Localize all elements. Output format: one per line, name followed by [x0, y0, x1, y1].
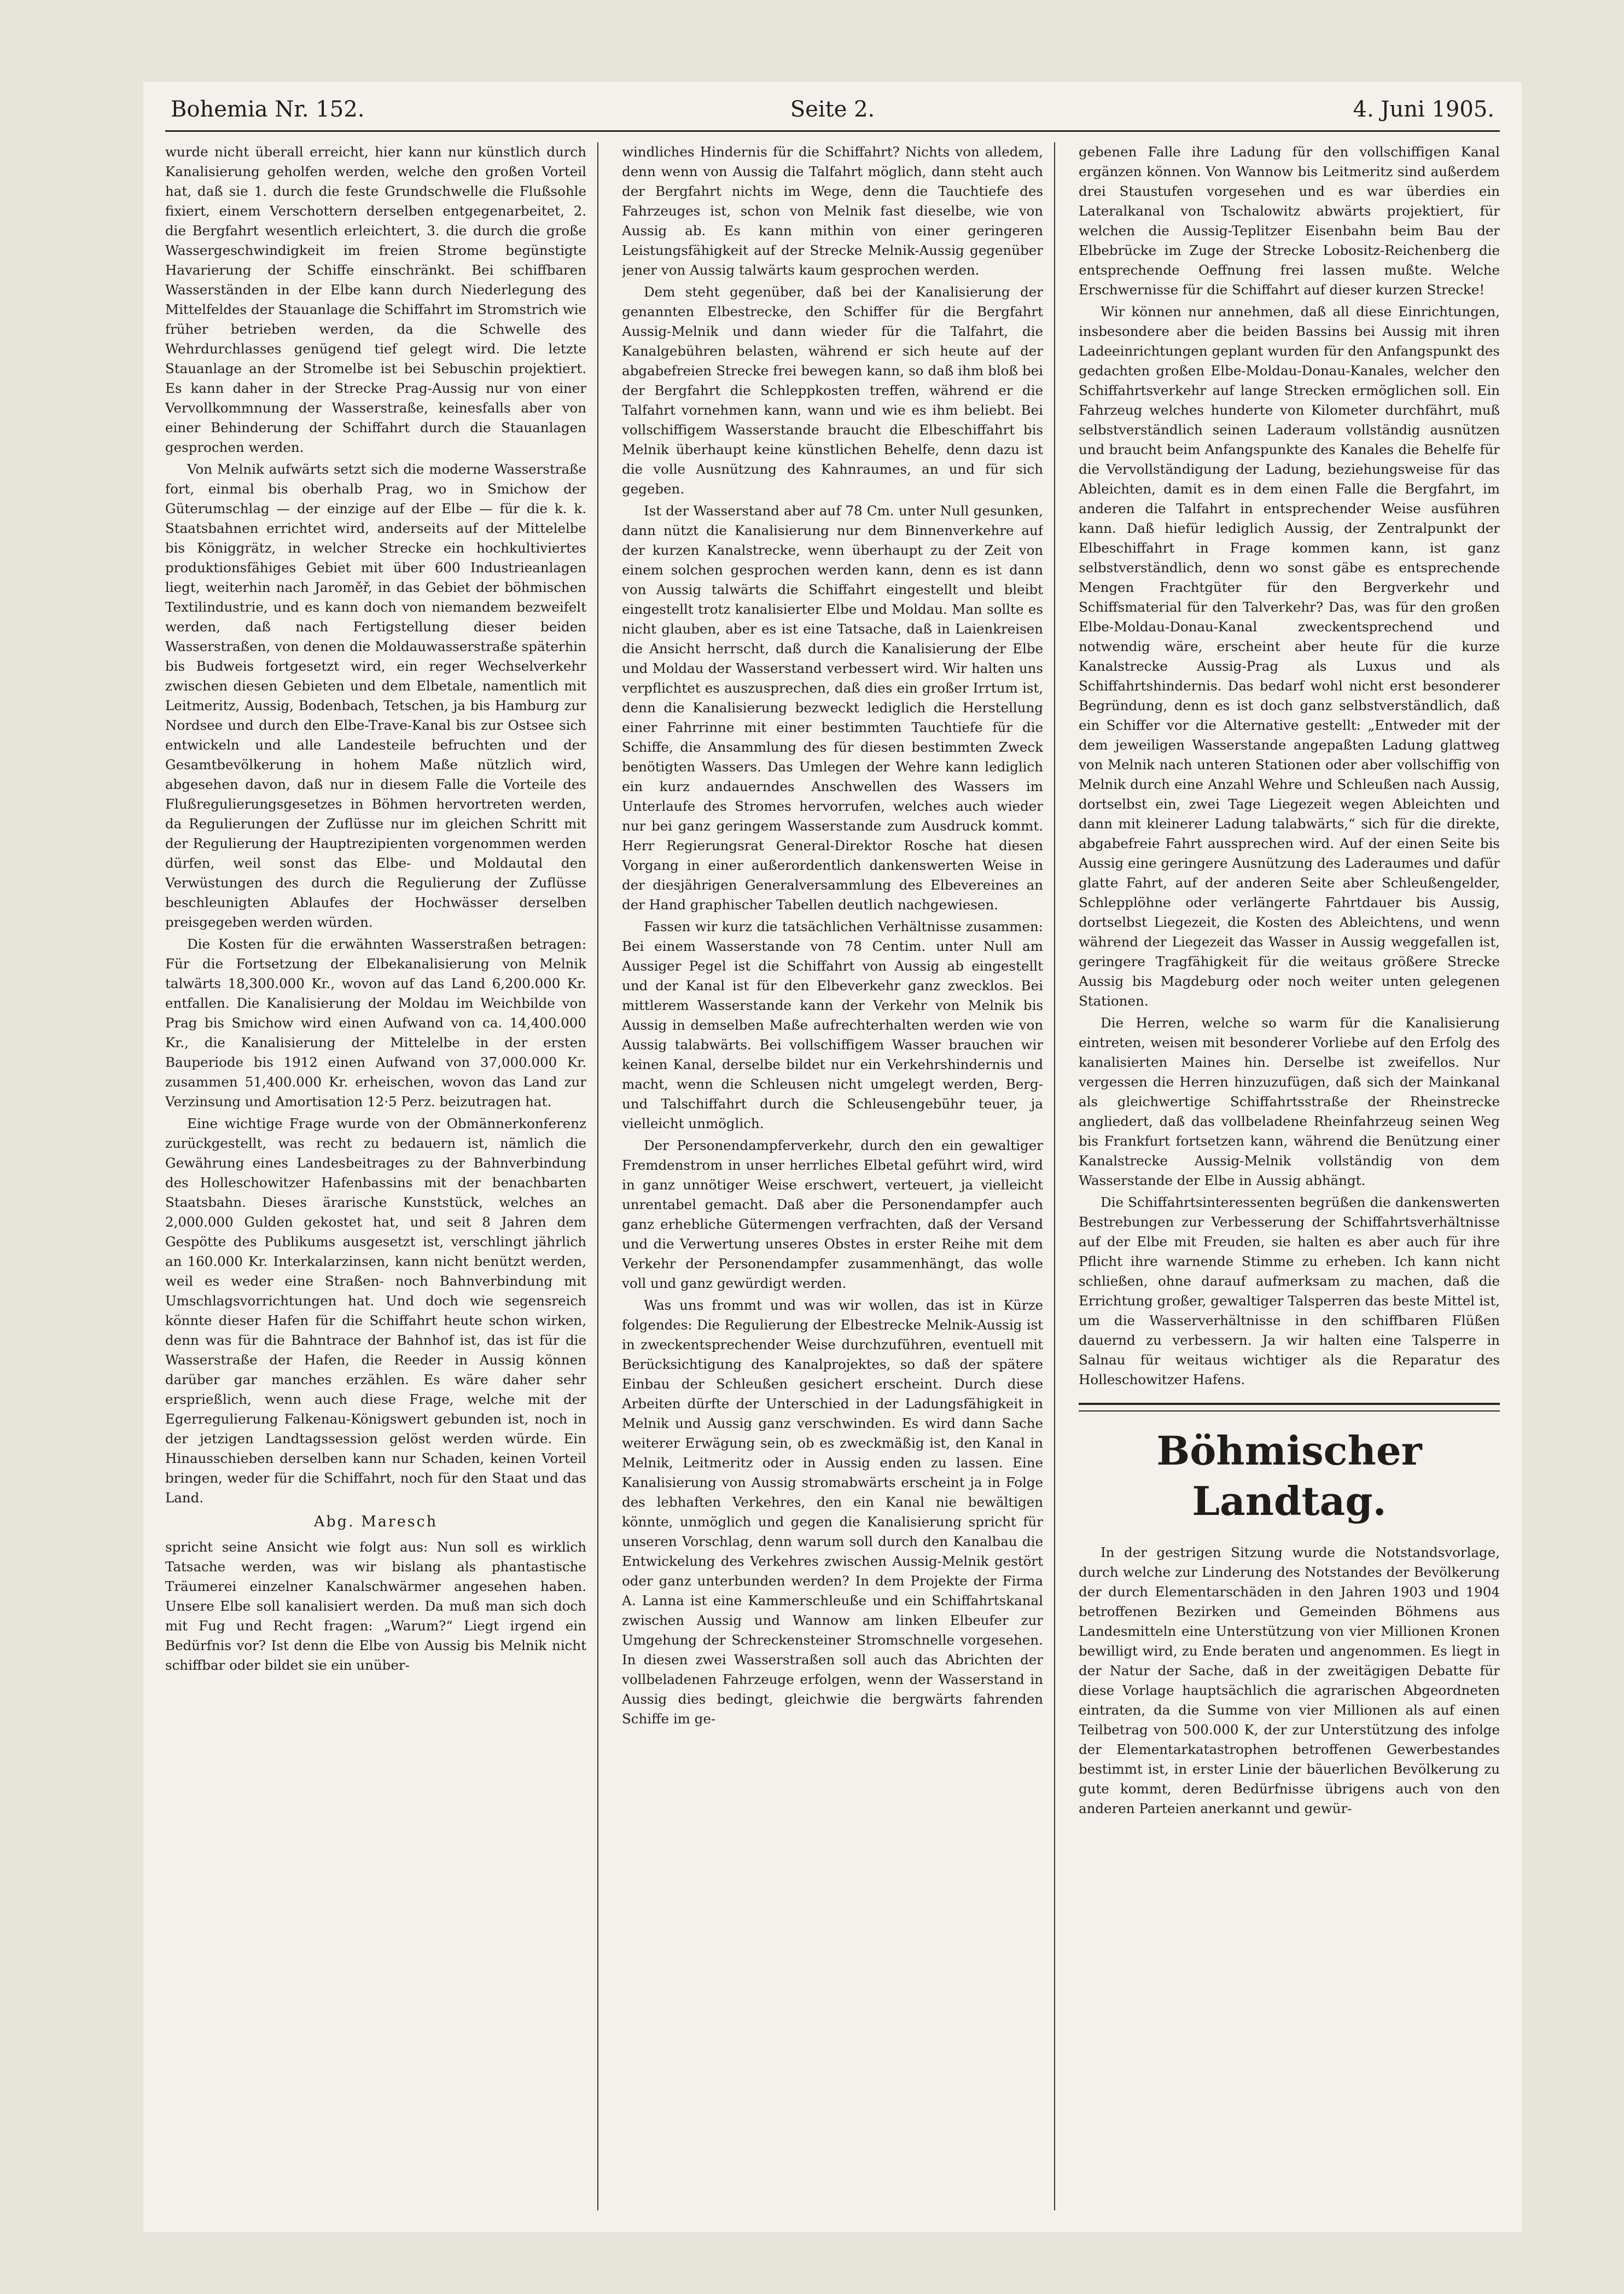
paragraph: Die Schiffahrtsinteressenten begrüßen die dankenswerten Bestrebungen zur Verbesserung der Schiffahrtsverhältnisse auf der Elbe mit Freuden, sie halten es aber auch für ihre Pflicht ihre warnende Stimme zu erheben. Ich kann nicht schließen, ohne darauf aufmerksam zu machen, daß die Errichtung großer, gewaltiger Talsperren das beste Mittel ist, um die Wasserverhältnisse in den schiffbaren Flüßen dauernd zu verbessern. Ja wir halten eine Talsperre in Salnau für weitaus wichtiger als die Reparatur des Holleschowitzer Hafens. [1079, 1194, 1500, 1387]
paragraph: wurde nicht überall erreicht, hier kann nur künstlich durch Kanalisierung geholfen werden, welche den großen Vorteil hat, daß sie 1. durch die feste Grundschwelle die Flußsohle fixiert, einem Verschottern derselben entgegenarbeitet, 2. die Bergfahrt wesentlich erleichtert, 3. die durch die große Wassergeschwindigkeit im freien Strome begünstigte Havarierung der Schiffe einschränkt. Bei schiffbaren Wasserständen in der Elbe kann durch Niederlegung des Mittelfeldes der Stauanlage die Schiffahrt im Stromstrich wie früher betrieben werden, da die Schwelle des Wehrdurchlasses genügend tief gelegt wird. Die letzte Stauanlage an der Stromelbe ist bei Sebuschin projektiert. Es kann daher in der Strecke Prag-Aussig nur von einer Vervollkommnung der Wasserstraße, keinesfalls aber von einer Behinderung der Schiffahrt durch die Stauanlagen gesprochen werden. [165, 144, 586, 455]
section-rule-thin [1079, 1410, 1500, 1412]
speaker-heading: Abg. Maresch [313, 1513, 438, 1530]
issue-number: Bohemia Nr. 152. [171, 97, 365, 122]
paragraph: gebenen Falle ihre Ladung für den vollschiffigen Kanal ergänzen können. Von Wannow bis Leitmeritz sind außerdem drei Staustufen vorgesehen und es war überdies ein Lateralkanal von Tschalowitz abwärts projektiert, für welchen die Aussig-Teplitzer Eisenbahn beim Bau der Elbebrücke im Zuge der Strecke Lobositz-Reichenberg die entsprechende Oeffnung frei lassen mußte. Welche Erschwernisse für die Schiffahrt auf dieser kurzen Strecke! [1079, 144, 1500, 298]
paragraph: Ist der Wasserstand aber auf 78 Cm. unter Null gesunken, dann nützt die Kanalisierung nur dem Binnenverkehre auf der kurzen Kanalstrecke, wenn überhaupt zu der Zeit von einem solchen gesprochen werden kann, denn es ist dann von Aussig talwärts die Schiffahrt eingestellt und bleibt eingestellt trotz kanalisierter Elbe und Moldau. Man sollte es nicht glauben, aber es ist eine Tatsache, daß in Laienkreisen die Ansicht herrscht, daß durch die Kanalisierung der Elbe und Moldau der Wasserstand verbessert wird. Wir halten uns verpflichtet es auszusprechen, daß dies ein großer Irrtum ist, denn die Kanalisierung bezweckt lediglich die Herstellung einer Fahrrinne mit einer bestimmten Tauchtiefe für die Schiffe, die Ansammlung des für diesen bestimmten Zweck benötigten Wassers. Das Umlegen der Wehre kann lediglich ein kurz andauerndes Anschwellen des Wassers im Unterlaufe des Stromes hervorrufen, welches auch wieder nur bei ganz geringem Wasserstande zum Ausdruck kommt. Herr Regierungsrat General-Direktor Rosche hat diesen Vorgang in einer außerordentlich dankenswerten Weise in der diesjährigen Generalversammlung des Elbevereines an der Hand graphischer Tabellen deutlich nachgewiesen. [622, 503, 1043, 913]
section-rule [1079, 1403, 1500, 1405]
paragraph: Dem steht gegenüber, daß bei der Kanalisierung der genannten Elbestrecke, den Schiffer für die Bergfahrt Aussig-Melnik und dann wieder für die Talfahrt, die Kanalgebühren belasten, während er sich heute auf der abgabefreien Strecke frei bewegen kann, so daß ihm bloß bei der Bergfahrt die Schleppkosten treffen, während er die Talfahrt vornehmen kann, wann und wie es ihm beliebt. Bei vollschiffigem Wasserstande braucht die Elbeschiffahrt bis Melnik überhaupt keine künstlichen Behelfe, denn dazu ist die volle Ausnützung des Kahnraumes, an und für sich gegeben. [622, 284, 1043, 497]
page-header [171, 93, 1494, 126]
page-number: Seite 2. [790, 97, 875, 122]
paragraph: Eine wichtige Frage wurde von der Obmännerkonferenz zurückgestellt, was recht zu bedauern ist, nämlich die Gewährung eines Landesbeitrages zu der Bahnverbindung des Holleschowitzer Hafenbassins mit der benachbarten Staatsbahn. Dieses ärarische Kunststück, welches an 2,000.000 Gulden gekostet hat, und seit 8 Jahren dem Gespötte des Publikums ausgesetzt ist, verschlingt jährlich an 160.000 Kr. Interkalarzinsen, kann nicht benützt werden, weil es weder eine Straßen- noch Bahnverbindung mit Umschlagsvorrichtungen hat. Und doch wie segensreich könnte dieser Hafen für die Schiffahrt heute schon wirken, denn was für die Bahntrace der Bahnhof ist, das ist für die Wasserstraße der Hafen, die Reeder in Aussig können darüber gar manches erzählen. Es wäre daher sehr ersprießlich, wenn auch diese Frage, welche mit der Egerregulierung Falkenau-Königswert gebunden ist, noch in der jetzigen Landtagssession gelöst werden würde. Ein Hinausschieben derselben kann nur Schaden, keinen Vorteil bringen, weder für die Schiffahrt, noch für den Staat und das Land. [165, 1116, 586, 1506]
paragraph: spricht seine Ansicht wie folgt aus: Nun soll es wirklich Tatsache werden, was wir bislang als phantastische Träumerei einzelner Kanalschwärmer angesehen haben. Unsere Elbe soll kanalisiert werden. Da muß man sich doch mit Fug und Recht fragen: „Warum?“ Liegt irgend ein Bedürfnis vor? Ist denn die Elbe von Aussig bis Melnik nicht schiffbar oder bildet sie ein unüber- [165, 1539, 586, 1673]
column-divider-2 [1054, 142, 1055, 2210]
issue-date: 4. Juni 1905. [1353, 97, 1494, 122]
column-2 [622, 142, 1043, 2210]
column-1 [165, 142, 586, 2210]
header-rule [165, 130, 1500, 132]
paragraph: Was uns frommt und was wir wollen, das ist in Kürze folgendes: Die Regulierung der Elbestrecke Melnik-Aussig ist in zweckentsprechender Weise durchzuführen, eventuell mit Berücksichtigung des Kanalprojektes, so daß der spätere Einbau der Schleußen gesichert erscheint. Durch diese Arbeiten dürfte der Unterschied in der Ladungsfähigkeit in Melnik und Aussig ganz verschwinden. Es wird dann Sache weiterer Erwägung sein, ob es zweckmäßig ist, den Kanal in Melnik, Leitmeritz oder in Aussig enden zu lassen. Eine Kanalisierung von Aussig stromabwärts erscheint ja in Folge des lebhaften Verkehres, den ein Kanal nie bewältigen könnte, unmöglich und gegen die Kanalisierung spricht für unseren Vorschlag, denn warum soll durch den Kanalbau die Entwickelung des Verkehres zwischen Aussig-Melnik gestört oder ganz unterbunden werden? In dem Projekte der Firma A. Lanna ist eine Kammerschleuße und ein Schiffahrtskanal zwischen Aussig und Wannow am linken Elbeufer zur Umgehung der Schreckensteiner Stromschnelle vorgesehen. In diesen zwei Wasserstraßen soll auch das Abrichten der vollbeladenen Fahrzeuge erfolgen, wenn der Wasserstand in Aussig dies bedingt, gleichwie die bergwärts fahrenden Schiffe im ge- [622, 1297, 1043, 1727]
paragraph: Wir können nur annehmen, daß all diese Einrichtungen, insbesondere aber die beiden Bassins bei Aussig mit ihren Ladeeinrichtungen geplant wurden für den Anfangspunkt des gedachten großen Elbe-Moldau-Donau-Kanales, welcher den Schiffahrtsverkehr auf lange Strecken ermöglichen soll. Ein Fahrzeug welches hunderte von Kilometer durchfährt, muß selbstverständlich seinen Laderaum vollständig ausnützen und braucht beim Anfangspunkte des Kanales die Behelfe für die Vervollständigung der Ladung, beziehungsweise für das Ableichten, damit es in dem einen Falle die Bergfahrt, im anderen die Talfahrt in entsprechender Weise ausführen kann. Daß hiefür lediglich Aussig, der Zentralpunkt der Elbeschiffahrt in Frage kommen kann, ist ganz selbstverständlich, denn wo sonst gäbe es entsprechende Mengen Frachtgüter für den Bergverkehr und Schiffsmaterial für den Talverkehr? Das, was für den großen Elbe-Moldau-Donau-Kanal zweckentsprechend und notwendig wäre, erscheint aber heute für die kurze Kanalstrecke Aussig-Prag als Luxus und als Schiffahrtshindernis. Das bedarf wohl nicht erst besonderer Begründung, denn es ist doch ganz selbstverständlich, daß ein Schiffer vor die Alternative gestellt: „Entweder mit der dem jeweiligen Wasserstande angepaßten Ladung glattweg von Melnik nach unteren Stationen oder aber vollschiffig von Melnik durch eine Anzahl Wehre und Schleußen nach Aussig, dortselbst ein, zwei Tage Liegezeit wegen Ableichten und dann mit kleinerer Ladung talabwärts,“ sich für die direkte, abgabefreie Fahrt aussprechen wird. Auf der einen Seite bis Aussig eine geringere Ausnützung des Laderaumes und dafür glatte Fahrt, auf der anderen Seite aber Schleußengelder, Schlepplöhne oder verlängerte Fahrtdauer bis Aussig, dortselbst Liegezeit, die Kosten des Ableichtens, und wenn während der Liegezeit das Wasser in Aussig weggefallen ist, geringere Tragfähigkeit für die weitaus größere Strecke Aussig bis Magdeburg oder noch weiter unten gelegenen Stationen. [1079, 304, 1500, 1009]
newspaper-page [143, 82, 1522, 2232]
section-title: Böhmischer Landtag. [1156, 1427, 1422, 1524]
paragraph: Fassen wir kurz die tatsächlichen Verhältnisse zusammen: Bei einem Wasserstande von 78 Centim. unter Null am Aussiger Pegel ist die Schiffahrt von Aussig ab eingestellt und der Kanal ist für den Elbeverkehr ganz zwecklos. Bei mittlerem Wasserstande kann der Verkehr von Melnik bis Aussig in demselben Maße aufrechterhalten werden wie von Aussig talabwärts. Bei vollschiffigem Wasser brauchen wir keinen Kanal, derselbe bildet nur ein Verkehrshindernis und macht, wenn die Schleusen nicht umgelegt werden, Berg- und Talschiffahrt durch die Schleusengebühr teuer, ja vielleicht unmöglich. [622, 919, 1043, 1131]
paragraph: Die Kosten für die erwähnten Wasserstraßen betragen: Für die Fortsetzung der Elbekanalisierung von Melnik talwärts 18,300.000 Kr., wovon auf das Land 6,200.000 Kr. entfallen. Die Kanalisierung der Moldau im Weichbilde von Prag bis Smichow wird einen Aufwand von ca. 14,400.000 Kr., die Kanalisierung der Mittelelbe in der ersten Bauperiode bis 1912 einen Aufwand von 37,000.000 Kr. zusammen 51,400.000 Kr. erheischen, wovon das Land zur Verzinsung und Amortisation 12·5 Perz. beizutragen hat. [165, 936, 586, 1110]
paragraph: Die Herren, welche so warm für die Kanalisierung eintreten, weisen mit besonderer Vorliebe auf den Erfolg des kanalisierten Maines hin. Derselbe ist zweifellos. Nur vergessen die Herren hinzuzufügen, daß sich der Mainkanal als gleichwertige Schiffahrtsstraße der Rheinstrecke angliedert, daß das vollbeladene Rheinfahrzeug seinen Weg bis Frankfurt fortsetzen kann, während die Benützung einer Kanalstrecke Aussig-Melnik vollständig von dem Wasserstande der Elbe in Aussig abhängt. [1079, 1015, 1500, 1188]
paragraph: Von Melnik aufwärts setzt sich die moderne Wasserstraße fort, einmal bis oberhalb Prag, wo in Smichow der Güterumschlag — der einzige auf der Elbe — für die k. k. Staatsbahnen errichtet wird, anderseits auf der Mittelelbe bis Königgrätz, in welcher Strecke ein hochkultiviertes produktionsfähiges Gebiet mit über 600 Industrieanlagen liegt, weiterhin nach Jaroměř, in das Gebiet der böhmischen Textilindustrie, und es kann doch von niemandem bezweifelt werden, daß nach Fertigstellung dieser beiden Wasserstraßen, von denen die Moldauwasserstraße späterhin bis Budweis fortgesetzt wird, ein reger Wechselverkehr zwischen diesen Gebieten und dem Elbetale, namentlich mit Leitmeritz, Aussig, Bodenbach, Tetschen, ja bis Hamburg zur Nordsee und durch den Elbe-Trave-Kanal bis zur Ostsee sich entwickeln und alle Landesteile befruchten und der Gesamtbevölkerung in hohem Maße nützlich wird, abgesehen davon, daß nur in diesem Falle die Vorteile des Flußregulierungsgesetzes in Böhmen hervortreten werden, da Regulierungen der Zuflüsse nur im gleichen Schritt mit der Regulierung der Hauptrezipienten vorgenommen werden dürfen, weil sonst das Elbe- und Moldautal den Verwüstungen des durch die Regulierung der Zuflüsse beschleunigten Ablaufes der Hochwässer derselben preisgegeben werden würden. [165, 461, 586, 930]
column-divider-1 [597, 142, 598, 2210]
paragraph: In der gestrigen Sitzung wurde die Notstandsvorlage, durch welche zur Linderung des Notstandes der Bevölkerung der durch Elementarschäden in den Jahren 1903 und 1904 betroffenen Bezirken und Gemeinden Böhmens aus Landesmitteln eine Unterstützung von vier Millionen Kronen bewilligt wird, zu Ende beraten und angenommen. Es liegt in der Natur der Sache, daß in der zweitägigen Debatte für diese Vorlage hauptsächlich die agrarischen Abgeordneten eintraten, da die Summe von vier Millionen als auf einen Teilbetrag von 500.000 K, der zur Unterstützung des infolge der Elementarkatastrophen betroffenen Gewerbestandes bestimmt ist, in erster Linie der bäuerlichen Bevölkerung zu gute kommt, deren Bedürfnisse übrigens auch von den anderen Parteien anerkannt und gewür- [1079, 1544, 1500, 1816]
paragraph: windliches Hindernis für die Schiffahrt? Nichts von alledem, denn wenn von Aussig die Talfahrt möglich, dann steht auch der Bergfahrt nichts im Wege, denn die Tauchtiefe des Fahrzeuges ist, schon von Melnik fast dieselbe, wie von Aussig ab. Es kann mithin von einer geringeren Leistungsfähigkeit auf der Strecke Melnik-Aussig gegenüber jener von Aussig talwärts kaum gesprochen werden. [622, 144, 1043, 278]
column-3 [1079, 142, 1500, 2210]
paragraph: Der Personendampferverkehr, durch den ein gewaltiger Fremdenstrom in unser herrliches Elbetal geführt wird, wird in ganz unnötiger Weise erschwert, verteuert, ja vielleicht unrentabel gemacht. Daß aber die Personendampfer auch ganz erhebliche Gütermengen verfrachten, daß der Versand und die Verwertung unseres Obstes in erster Reihe mit dem Verkehr der Personendampfer zusammenhängt, das wolle voll und ganz gewürdigt werden. [622, 1137, 1043, 1291]
